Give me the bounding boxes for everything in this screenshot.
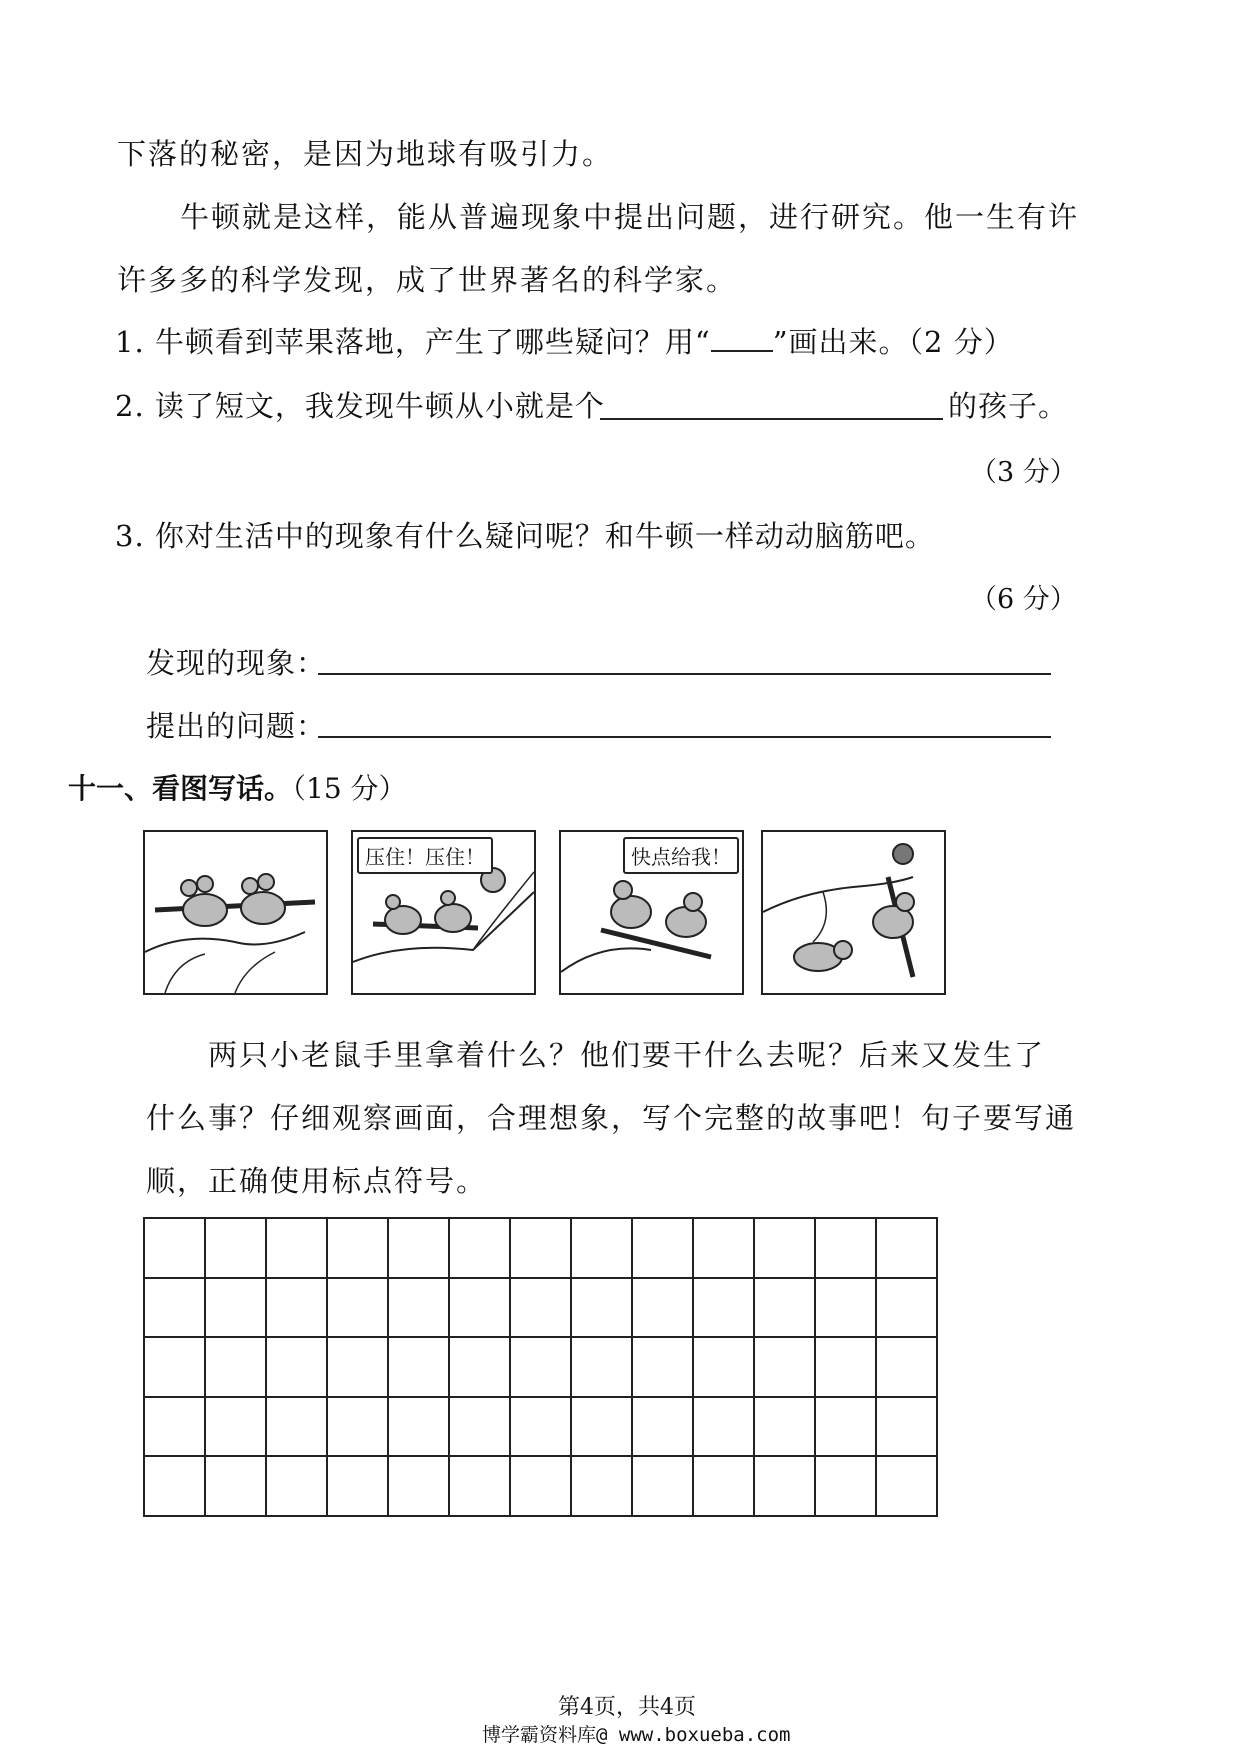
grid-cell[interactable] — [145, 1457, 206, 1517]
grid-cell[interactable] — [816, 1457, 877, 1517]
grid-cell[interactable] — [450, 1398, 511, 1458]
grid-cell[interactable] — [816, 1338, 877, 1398]
grid-cell[interactable] — [511, 1279, 572, 1339]
grid-cell[interactable] — [267, 1398, 328, 1458]
grid-cell[interactable] — [633, 1398, 694, 1458]
page-number: 第4页，共4页 — [558, 1695, 696, 1720]
field-question-label: 提出的问题： — [146, 709, 327, 743]
grid-cell[interactable] — [145, 1398, 206, 1458]
grid-cell[interactable] — [450, 1279, 511, 1339]
comic-panel-1 — [143, 830, 328, 995]
grid-cell[interactable] — [450, 1338, 511, 1398]
grid-cell[interactable] — [511, 1338, 572, 1398]
grid-cell[interactable] — [267, 1338, 328, 1398]
prompt-line-1: 两只小老鼠手里拿着什么？他们要干什么去呢？后来又发生了 — [208, 1038, 1046, 1072]
grid-cell[interactable] — [755, 1338, 816, 1398]
section-11-title: 十一、看图写话。 — [68, 772, 293, 805]
watermark: 博学霸资料库@ www.boxueba.com — [482, 1724, 791, 1746]
grid-cell[interactable] — [389, 1219, 450, 1279]
grid-cell[interactable] — [694, 1398, 755, 1458]
grid-cell[interactable] — [328, 1338, 389, 1398]
prompt-line-2: 什么事？仔细观察画面，合理想象，写个完整的故事吧！句子要写通 — [146, 1101, 1077, 1135]
grid-cell[interactable] — [450, 1457, 511, 1517]
grid-cell[interactable] — [328, 1219, 389, 1279]
grid-cell[interactable] — [694, 1219, 755, 1279]
question-2-text: 2. 读了短文，我发现牛顿从小就是个 — [115, 389, 605, 423]
grid-cell[interactable] — [755, 1457, 816, 1517]
grid-cell[interactable] — [511, 1219, 572, 1279]
grid-cell[interactable] — [389, 1338, 450, 1398]
grid-cell[interactable] — [633, 1219, 694, 1279]
grid-cell[interactable] — [389, 1279, 450, 1339]
grid-cell[interactable] — [511, 1398, 572, 1458]
grid-cell[interactable] — [267, 1279, 328, 1339]
comic-panel-2 — [351, 830, 536, 995]
grid-cell[interactable] — [572, 1219, 633, 1279]
grid-cell[interactable] — [572, 1398, 633, 1458]
grid-cell[interactable] — [633, 1279, 694, 1339]
grid-cell[interactable] — [877, 1398, 938, 1458]
grid-cell[interactable] — [328, 1398, 389, 1458]
grid-cell[interactable] — [267, 1219, 328, 1279]
grid-cell[interactable] — [145, 1279, 206, 1339]
question-1-score: ”画出来。（2 分） — [772, 325, 1014, 359]
grid-cell[interactable] — [877, 1338, 938, 1398]
grid-cell[interactable] — [877, 1457, 938, 1517]
grid-cell[interactable] — [877, 1279, 938, 1339]
grid-cell[interactable] — [450, 1219, 511, 1279]
grid-cell[interactable] — [267, 1457, 328, 1517]
underline-sample — [711, 328, 773, 352]
grid-cell[interactable] — [633, 1457, 694, 1517]
question-2-score: （3 分） — [970, 457, 1077, 488]
section-11-points: （15 分） — [292, 772, 407, 805]
grid-cell[interactable] — [816, 1279, 877, 1339]
passage-line-1: 下落的秘密，是因为地球有吸引力。 — [117, 137, 614, 171]
grid-cell[interactable] — [206, 1457, 267, 1517]
grid-cell[interactable] — [755, 1398, 816, 1458]
grid-cell[interactable] — [206, 1219, 267, 1279]
question-2-suffix: 的孩子。 — [948, 389, 1069, 423]
speech-bubble-give-me: 快点给我！ — [623, 837, 739, 874]
grid-cell[interactable] — [572, 1457, 633, 1517]
grid-cell[interactable] — [389, 1457, 450, 1517]
grid-cell[interactable] — [145, 1338, 206, 1398]
passage-line-3: 许多多的科学发现，成了世界著名的科学家。 — [117, 263, 738, 297]
grid-cell[interactable] — [816, 1398, 877, 1458]
prompt-line-3: 顺，正确使用标点符号。 — [146, 1164, 488, 1198]
grid-cell[interactable] — [572, 1279, 633, 1339]
grid-cell[interactable] — [633, 1338, 694, 1398]
grid-cell[interactable] — [694, 1279, 755, 1339]
grid-cell[interactable] — [511, 1457, 572, 1517]
field-phenomenon-label: 发现的现象： — [146, 646, 327, 680]
grid-cell[interactable] — [816, 1219, 877, 1279]
passage-line-2: 牛顿就是这样，能从普遍现象中提出问题，进行研究。他一生有许 — [180, 200, 1080, 234]
comic-panel-4 — [761, 830, 946, 995]
writing-grid[interactable] — [143, 1217, 938, 1517]
grid-cell[interactable] — [694, 1338, 755, 1398]
grid-cell[interactable] — [145, 1219, 206, 1279]
grid-cell[interactable] — [206, 1279, 267, 1339]
question-3-text: 3. 你对生活中的现象有什么疑问呢？和牛顿一样动动脑筋吧。 — [115, 519, 935, 553]
grid-cell[interactable] — [877, 1219, 938, 1279]
field-question-line[interactable] — [318, 736, 1051, 738]
grid-cell[interactable] — [572, 1338, 633, 1398]
question-3-score: （6 分） — [970, 584, 1077, 615]
grid-cell[interactable] — [206, 1338, 267, 1398]
question-2-answer-line[interactable] — [600, 418, 943, 420]
mice-carrying-pole-illustration — [145, 832, 326, 993]
grid-cell[interactable] — [328, 1279, 389, 1339]
question-1-text: 1. 牛顿看到苹果落地，产生了哪些疑问？用“ — [115, 325, 711, 359]
grid-cell[interactable] — [328, 1457, 389, 1517]
grid-cell[interactable] — [206, 1398, 267, 1458]
grid-cell[interactable] — [755, 1219, 816, 1279]
speech-bubble-press: 压住！压住！ — [357, 837, 493, 874]
mice-falling-illustration — [763, 832, 944, 993]
section-11-heading — [68, 767, 407, 807]
grid-cell[interactable] — [389, 1398, 450, 1458]
field-phenomenon-line[interactable] — [318, 673, 1051, 675]
grid-cell[interactable] — [755, 1279, 816, 1339]
grid-cell[interactable] — [694, 1457, 755, 1517]
comic-panel-3 — [559, 830, 744, 995]
question-1 — [115, 320, 1014, 361]
